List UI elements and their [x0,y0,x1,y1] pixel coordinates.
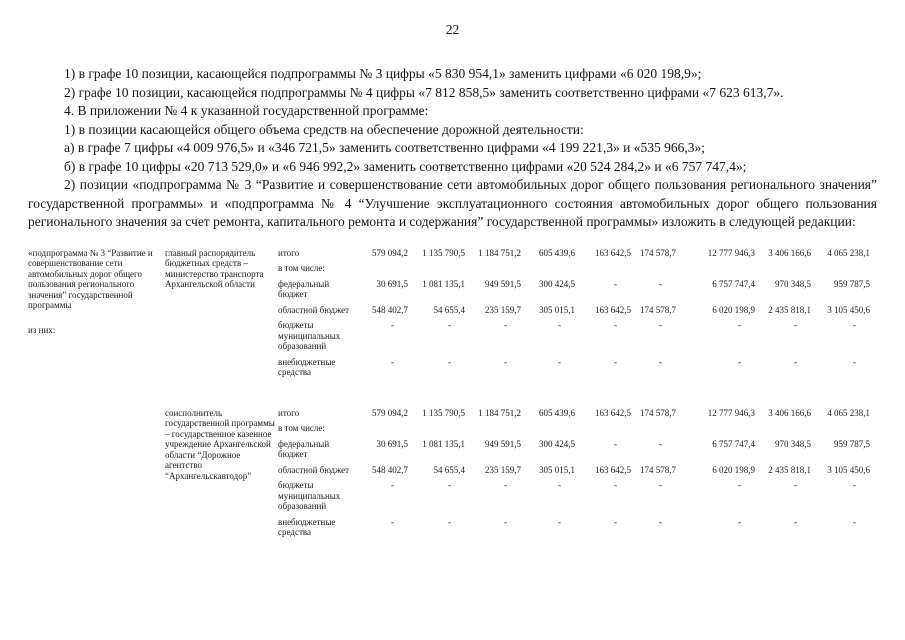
value-cell: 605 439,6 [539,407,575,418]
value-cell: 1 135 790,5 [422,407,465,418]
value-cell: - [614,320,617,330]
value-cell: - [659,480,662,490]
value-cell: 235 159,7 [485,304,521,315]
value-cell: - [558,516,561,527]
value-cell: - [794,356,797,367]
value-cell: - [614,356,617,367]
paragraph: а) в графе 7 цифры «4 009 976,5» и «346 721,5» заменить соответственно цифрами «4 199 221,3» и «535 966,3»; [64,140,705,155]
value-cell: - [448,356,451,367]
row-label: бюджеты муниципальных образований [278,320,341,351]
value-cell: - [738,480,741,490]
value-cell: 12 777 946,3 [707,247,755,258]
empty-cell [356,263,870,279]
iz-nih-text: из них: [28,324,56,335]
value-cell: - [853,516,856,527]
value-cell: 3 406 166,6 [768,247,811,258]
value-cell: 235 159,7 [485,464,521,475]
value-cell: 1 184 751,2 [478,407,521,418]
appendix-table [28,248,870,543]
value-cell: 30 691,5 [376,278,408,289]
executor-cell: главный распорядитель бюджетных средств – министерство транспорта Архангельской области [165,247,264,289]
value-cell: 174 578,7 [640,407,676,418]
row-label: внебюджетные средства [278,516,336,537]
value-cell: 579 094,2 [372,407,408,418]
value-cell: - [504,356,507,367]
value-cell: - [659,516,662,527]
value-cell: - [448,320,451,330]
value-cell: - [853,480,856,490]
value-cell: - [391,320,394,330]
paragraph: 1) в графе 10 позиции, касающейся подпрограммы № 3 цифры «5 830 954,1» заменить цифрами «6 020 198,9»; [64,66,702,81]
row-label: областной бюджет [278,464,350,475]
value-cell: 54 655,4 [433,464,465,475]
value-cell: - [738,320,741,330]
row-label: в том числе: [278,423,325,433]
value-cell: 174 578,7 [640,464,676,475]
value-cell: - [504,480,507,490]
value-cell: - [614,438,617,449]
value-cell: 959 787,5 [834,438,870,449]
value-cell: - [738,356,741,367]
value-cell: - [504,516,507,527]
value-cell: 6 020 198,9 [712,304,755,315]
program-text: «подпрограмма № 3 “Развитие и совершенствование сети автомобильных дорог общего пользования регионального значения” государственной программы [28,247,153,310]
value-cell: 305 015,1 [539,304,575,315]
appendix-table-body [28,248,870,543]
value-cell: 3 105 450,6 [827,304,870,315]
value-cell: 305 015,1 [539,464,575,475]
value-cell: 174 578,7 [640,304,676,315]
row-label: итого [278,407,300,418]
value-cell: 12 777 946,3 [707,407,755,418]
value-cell: 300 424,5 [539,278,575,289]
value-cell: - [558,320,561,330]
value-cell: 1 184 751,2 [478,247,521,258]
value-cell: 1 081 135,1 [422,438,465,449]
row-label: в том числе: [278,263,325,273]
value-cell: - [659,320,662,330]
page-number: 22 [445,22,460,37]
row-label: итого [278,247,300,258]
value-cell: 163 642,5 [595,247,631,258]
value-cell: 959 787,5 [834,278,870,289]
program-cell [28,248,165,543]
value-cell: - [794,516,797,527]
value-cell: 970 348,5 [775,278,811,289]
paragraph: б) в графе 10 цифры «20 713 529,0» и «6 946 992,2» заменить соответственно цифрами «20 524 284,2» и «6 757 747,4»; [64,158,747,174]
value-cell: - [558,480,561,490]
value-cell: 4 065 238,1 [827,407,870,418]
value-cell: 174 578,7 [640,247,676,258]
value-cell: 970 348,5 [775,438,811,449]
row-label: федеральный бюджет [278,438,330,459]
empty-cell [356,423,870,439]
value-cell: - [794,480,797,490]
value-cell: - [391,480,394,490]
value-cell: 605 439,6 [539,247,575,258]
row-label: областной бюджет [278,304,350,315]
value-cell: 3 406 166,6 [768,407,811,418]
value-cell: - [504,320,507,330]
row-label: федеральный бюджет [278,278,330,299]
value-cell: - [853,356,856,367]
spacer-cell [165,383,870,408]
value-cell: 6 757 747,4 [712,438,755,449]
value-cell: - [659,356,662,367]
value-cell: - [558,356,561,367]
value-cell: 6 020 198,9 [712,464,755,475]
value-cell: 2 435 818,1 [768,464,811,475]
value-cell: 163 642,5 [595,407,631,418]
paragraph: 2) графе 10 позиции, касающейся подпрограммы № 4 цифры «7 812 858,5» заменить соответственно цифрами «7 623 613,7». [64,84,784,100]
value-cell: 300 424,5 [539,438,575,449]
value-cell: - [659,438,662,449]
row-label: бюджеты муниципальных образований [278,480,341,511]
value-cell: - [853,320,856,330]
value-cell: - [614,278,617,289]
value-cell: 163 642,5 [595,304,631,315]
value-cell: - [614,480,617,490]
value-cell: - [391,516,394,527]
paragraph: 1) в позиции касающейся общего объема средств на обеспечение дорожной деятельности: [64,121,584,137]
value-cell: 6 757 747,4 [712,278,755,289]
value-cell: 163 642,5 [595,464,631,475]
row-label: внебюджетные средства [278,356,336,377]
value-cell: 949 591,5 [485,278,521,289]
table-row [28,248,870,264]
value-cell: - [659,278,662,289]
value-cell: 548 402,7 [372,464,408,475]
value-cell: 54 655,4 [433,304,465,315]
value-cell: 1 081 135,1 [422,278,465,289]
value-cell: - [391,356,394,367]
value-cell: 548 402,7 [372,304,408,315]
value-cell: - [448,516,451,527]
document-body [28,65,877,232]
executor-cell: соисполнитель государственной программы – государственное казенное учреждение Архангельской области “Дорожное агентство “Архангельскавтодор” [165,407,275,481]
value-cell: 949 591,5 [485,438,521,449]
paragraph: 4. В приложении № 4 к указанной государственной программе: [64,103,429,118]
value-cell: - [738,516,741,527]
value-cell: 4 065 238,1 [827,247,870,258]
value-cell: 1 135 790,5 [422,247,465,258]
value-cell: 3 105 450,6 [827,464,870,475]
value-cell: 579 094,2 [372,247,408,258]
paragraph: 2) позиции «подпрограмма № 3 “Развитие и совершенствование сети автомобильных дорог общего пользования регионального значения” государственной программы» и «подпрограмма № 4 “Улучшение эксплуатационного состояния автомобильных дорог общего пользования регионального значения за счет ремонта, капитального ремонта и содержания” государственной программы» изложить в следующей редакции: [28,177,877,229]
appendix-table-wrap [28,248,905,543]
value-cell: - [794,320,797,330]
value-cell: 30 691,5 [376,438,408,449]
value-cell: - [448,480,451,490]
value-cell: 2 435 818,1 [768,304,811,315]
value-cell: - [614,516,617,527]
